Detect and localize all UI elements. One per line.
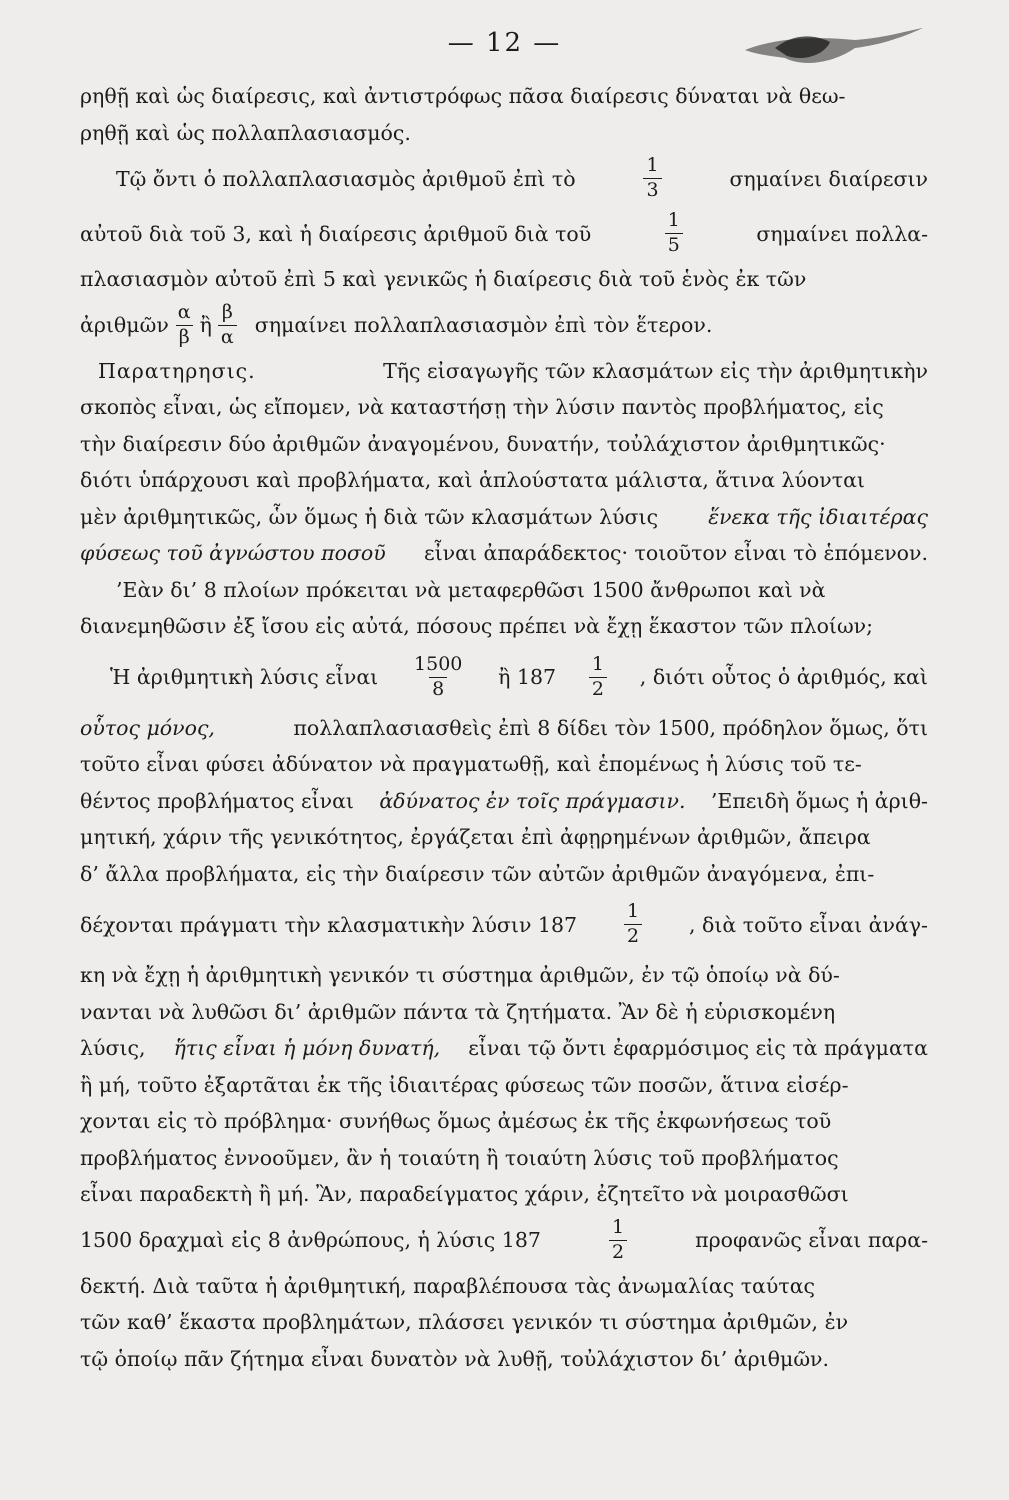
fraction [175,302,194,349]
line-text: ’Εὰν δι’ 8 πλοίων πρόκειται νὰ μεταφερθῶσι 1500 ἄνθρωποι καὶ νὰ [116,577,826,602]
text-line [80,353,928,390]
fraction-denominator: 3 [643,178,661,202]
line-text: λύσις, [80,1036,146,1061]
fraction-numerator: β [221,300,233,323]
fraction-numerator: α [177,300,191,323]
ink-stain [735,18,925,78]
fraction-denominator: β [176,325,193,349]
text-line: προβλήματος ἐννοοῦμεν, ἂν ἡ τοιαύτη ἢ τοιαύτη λύσις τοῦ προβλήματος [80,1145,839,1170]
fraction-denominator: α [218,325,237,349]
text-line: διανεμηθῶσιν ἐξ ἴσου εἰς αὐτά, πόσους πρέπει νὰ ἔχῃ ἕκαστον τῶν πλοίων; [80,614,874,639]
text-line: ρηθῇ καὶ ὡς πολλαπλασιασμός. [80,120,411,145]
text-line: διότι ὑπάρχουσι καὶ προβλήματα, καὶ ἁπλούστατα μάλιστα, ἅτινα λύονται [80,468,865,493]
text-line [80,298,928,353]
line-text: , διὰ τοῦτο εἶναι ἀνάγ- [689,912,928,937]
text-line: τὴν διαίρεσιν δύο ἀριθμῶν ἀναγομένου, δυνατήν, τοὐλάχιστον ἀριθμητικῶς· [80,431,886,456]
section-heading: Παρατηρησις. [98,358,256,383]
line-text: ’Επειδὴ ὅμως ἡ ἀριθ- [710,788,928,813]
line-text: δέχονται πράγματι τὴν κλασματικὴν λύσιν 187 [80,912,578,937]
fraction-denominator: 2 [624,924,642,948]
text-line: ἢ μή, τοῦτο ἐξαρτᾶται ἐκ τῆς ἰδιαιτέρας φύσεως τῶν ποσῶν, ἅτινα εἰσέρ- [80,1072,849,1097]
line-text: Ἡ ἀριθμητικὴ λύσις εἶναι [110,665,379,689]
line-text: αὐτοῦ διὰ τοῦ 3, καὶ ἡ διαίρεσις ἀριθμοῦ διὰ τοῦ [80,221,592,246]
text-line: χονται εἰς τὸ πρόβλημα· συνήθως ὅμως ἀμέσως ἐκ τῆς ἐκφωνήσεως τοῦ [80,1109,832,1134]
text-line [80,710,928,747]
text-line: τοῦτο εἶναι φύσει ἀδύνατον νὰ πραγματωθῇ, καὶ ἑπομένως ἡ λύσις τοῦ τε- [80,752,862,777]
text-line: ρηθῇ καὶ ὡς διαίρεσις, καὶ ἀντιστρόφως πᾶσα διαίρεσις δύναται νὰ θεω- [80,84,846,109]
fraction [609,1217,627,1264]
line-text: εἶναι ἀπαράδεκτος· τοιοῦτον εἶναι τὸ ἑπόμενον. [424,541,928,566]
text-line [80,892,928,957]
line-text: ἀριθμῶν [80,313,169,337]
line-text: σημαίνει πολλα- [756,221,928,246]
fraction [643,155,661,202]
italic-text: ἕνεκα τῆς ἰδιαιτέρας [708,504,928,529]
text-line: νανται νὰ λυθῶσι δι’ ἀριθμῶν πάντα τὰ ζητήματα. Ἂν δὲ ἡ εὑρισκομένη [80,999,836,1024]
page-number: — 12 — [447,28,562,58]
line-text: Τῆς εἰσαγωγῆς τῶν κλασμάτων εἰς τὴν ἀριθμητικὴν [383,358,928,383]
line-text: Τῷ ὄντι ὁ πολλαπλασιασμὸς ἀριθμοῦ ἐπὶ τὸ [116,166,576,191]
line-text: πολλαπλασιασθεὶς ἐπὶ 8 δίδει τὸν 1500, πρόδηλον ὅμως, ὅτι [293,715,928,740]
italic-text: φύσεως τοῦ ἀγνώστου ποσοῦ [80,541,386,566]
text-line [80,151,928,206]
line-text: σημαίνει διαίρεσιν [729,166,928,191]
line-text: , διότι οὗτος ὁ ἀριθμός, καὶ [639,665,928,689]
text-line: δ’ ἄλλα προβλήματα, εἰς τὴν διαίρεσιν τῶν αὐτῶν ἀριθμῶν ἀναγόμενα, ἐπι- [80,861,875,886]
fraction-denominator: 2 [589,677,607,701]
fraction-numerator: 1 [627,900,640,923]
line-text: εἶναι τῷ ὄντι ἐφαρμόσιμος εἰς τὰ πράγματα [468,1036,928,1061]
italic-text: ἥτις εἶναι ἡ μόνη δυνατή, [173,1036,441,1061]
text-line: μητική, χάριν τῆς γενικότητος, ἐργάζεται ἐπὶ ἀφῃρημένων ἀριθμῶν, ἄπειρα [80,825,871,850]
fraction-numerator: 1500 [414,652,463,675]
line-text: μὲν ἀριθμητικῶς, ὧν ὅμως ἡ διὰ τῶν κλασμάτων λύσις [80,504,659,529]
fraction-numerator: 1 [611,1215,625,1238]
line-text: 1500 δραχμαὶ εἰς 8 ἀνθρώπους, ἡ λύσις 187 [80,1228,541,1252]
text-line [80,645,928,710]
line-text: σημαίνει πολλαπλασιασμὸν ἐπὶ τὸν ἕτερον. [254,313,713,337]
text-line [80,535,928,572]
italic-text: οὗτος μόνος, [80,715,215,740]
line-text: προφανῶς εἶναι παρα- [695,1228,928,1252]
fraction [624,901,642,948]
text-line: εἶναι παραδεκτὴ ἢ μή. Ἂν, παραδείγματος χάριν, ἐζητεῖτο νὰ μοιρασθῶσι [80,1182,849,1207]
text-line: κη νὰ ἔχῃ ἡ ἀριθμητικὴ γενικόν τι σύστημα ἀριθμῶν, ἐν τῷ ὁποίῳ νὰ δύ- [80,963,840,988]
fraction [665,210,683,257]
text-line [80,1030,928,1067]
text-line: πλασιασμὸν αὐτοῦ ἐπὶ 5 καὶ γενικῶς ἡ διαίρεσις διὰ τοῦ ἑνὸς ἐκ τῶν [80,267,807,292]
fraction-numerator: 1 [667,209,680,232]
fraction-numerator: 1 [591,652,604,675]
text-line [80,783,928,820]
fraction-denominator: 5 [665,233,683,257]
text-line [80,206,928,261]
text-line: τῶν καθ’ ἕκαστα προβλημάτων, πλάσσει γενικόν τι σύστημα ἀριθμῶν, ἐν [80,1310,849,1335]
text-line [80,572,928,609]
line-text: θέντος προβλήματος εἶναι [80,788,354,813]
text-line: σκοπὸς εἶναι, ὡς εἴπομεν, νὰ καταστήσῃ τὴν λύσιν παντὸς προβλήματος, εἰς [80,395,884,420]
fraction [218,302,237,349]
italic-text: ἀδύνατος ἐν τοῖς πράγμασιν. [379,788,686,813]
text-line: τῷ ὁποίῳ πᾶν ζήτημα εἶναι δυνατὸν νὰ λυθῇ, τοὐλάχιστον δι’ ἀριθμῶν. [80,1346,830,1371]
text-line: δεκτή. Διὰ ταῦτα ἡ ἀριθμητική, παραβλέπουσα τὰς ἀνωμαλίας ταύτας [80,1273,816,1298]
line-text: ἢ [199,313,212,337]
fraction-numerator: 1 [646,154,659,177]
body-text [80,78,928,1377]
text-line [80,1213,928,1268]
line-text: ἢ 187 [498,665,557,689]
fraction-denominator: 2 [609,1240,627,1264]
fraction [411,654,465,701]
fraction-denominator: 8 [429,677,447,701]
fraction [589,654,607,701]
text-line [80,499,928,536]
